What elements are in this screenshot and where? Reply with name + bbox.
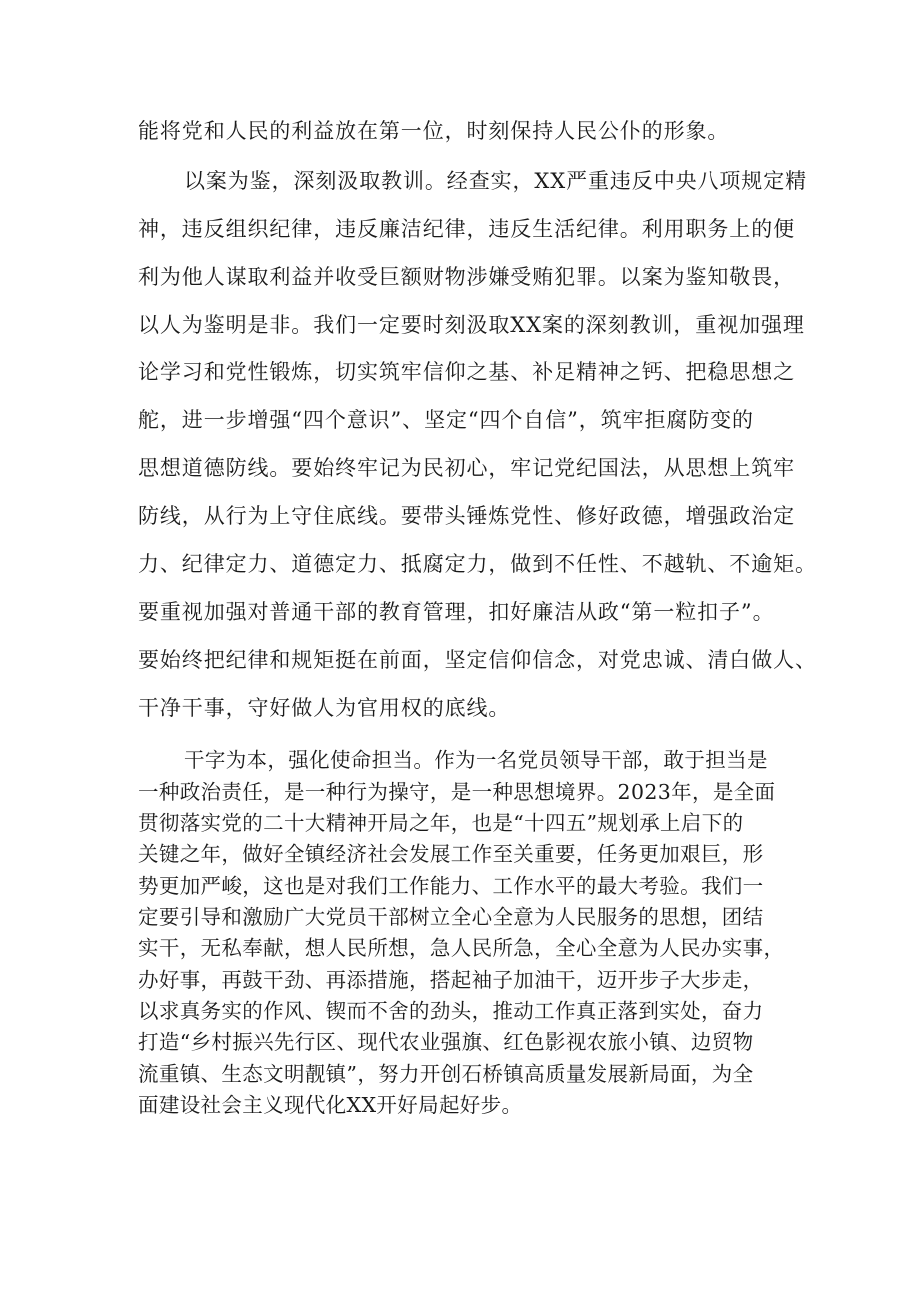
paragraph-line: 流重镇、生态文明靓镇”，努力开创石桥镇高质量发展新局面，为全 xyxy=(138,1062,754,1086)
paragraph-line: 实干，无私奉献，想人民所想，急人民所急，全心全意为人民办实事， xyxy=(138,936,785,960)
paragraph-line: 舵，进一步增强“四个意识”、坚定“四个自信”，筑牢拒腐防变的 xyxy=(138,408,754,432)
paragraph-line: 一种政治责任，是一种行为操守，是一种思想境界。2023年，是全面 xyxy=(138,780,776,804)
paragraph-line: 论学习和党性锻炼，切实筑牢信仰之基、补足精神之钙、把稳思想之 xyxy=(138,360,795,384)
paragraph-line: 势更加严峻，这也是对我们工作能力、工作水平的最大考验。我们一 xyxy=(138,874,764,898)
paragraph-line: 利为他人谋取利益并收受巨额财物涉嫌受贿犯罪。以案为鉴知敬畏， xyxy=(138,265,795,289)
paragraph-line: 以人为鉴明是非。我们一定要时刻汲取XX案的深刻教训，重视加强理 xyxy=(138,313,805,337)
paragraph-line: 关键之年，做好全镇经济社会发展工作至关重要，任务更加艰巨，形 xyxy=(138,842,764,866)
paragraph-line: 贯彻落实党的二十大精神开局之年，也是“十四五”规划承上启下的 xyxy=(138,811,744,835)
paragraph-line: 以案为鉴，深刻汲取教训。经查实，XX严重违反中央八项规定精 xyxy=(184,169,807,193)
paragraph-line: 以求真务实的作风、锲而不舍的劲头，推动工作真正落到实处，奋力 xyxy=(138,999,764,1023)
paragraph-line: 能将党和人民的利益放在第一位，时刻保持人民公仆的形象。 xyxy=(138,119,730,143)
paragraph-line: 要重视加强对普通干部的教育管理，扣好廉洁从政“第一粒扣子”。 xyxy=(138,600,775,624)
paragraph-line: 干净干事，守好做人为官用权的底线。 xyxy=(138,696,511,720)
paragraph-line: 定要引导和激励广大党员干部树立全心全意为人民服务的思想，团结 xyxy=(138,905,764,929)
paragraph-line: 防线，从行为上守住底线。要带头锤炼党性、修好政德，增强政治定 xyxy=(138,504,795,528)
paragraph-line: 打造“乡村振兴先行区、现代农业强旗、红色影视农旅小镇、边贸物 xyxy=(138,1030,754,1054)
paragraph-line: 思想道德防线。要始终牢记为民初心，牢记党纪国法，从思想上筑牢 xyxy=(138,456,795,480)
paragraph-line: 神，违反组织纪律，违反廉洁纪律，违反生活纪律。利用职务上的便 xyxy=(138,217,795,241)
paragraph-line: 办好事，再鼓干劲、再添措施，搭起袖子加油干，迈开步子大步走， xyxy=(138,968,764,992)
paragraph-line: 力、纪律定力、道德定力、抵腐定力，做到不任性、不越轨、不逾矩。 xyxy=(138,552,817,576)
paragraph-line: 面建设社会主义现代化XX开好局起好步。 xyxy=(138,1093,523,1117)
paragraph-line: 要始终把纪律和规矩挺在前面，坚定信仰信念，对党忠诚、清白做人、 xyxy=(138,648,817,672)
paragraph-line: 干字为本，强化使命担当。作为一名党员领导干部，敢于担当是 xyxy=(184,748,768,772)
